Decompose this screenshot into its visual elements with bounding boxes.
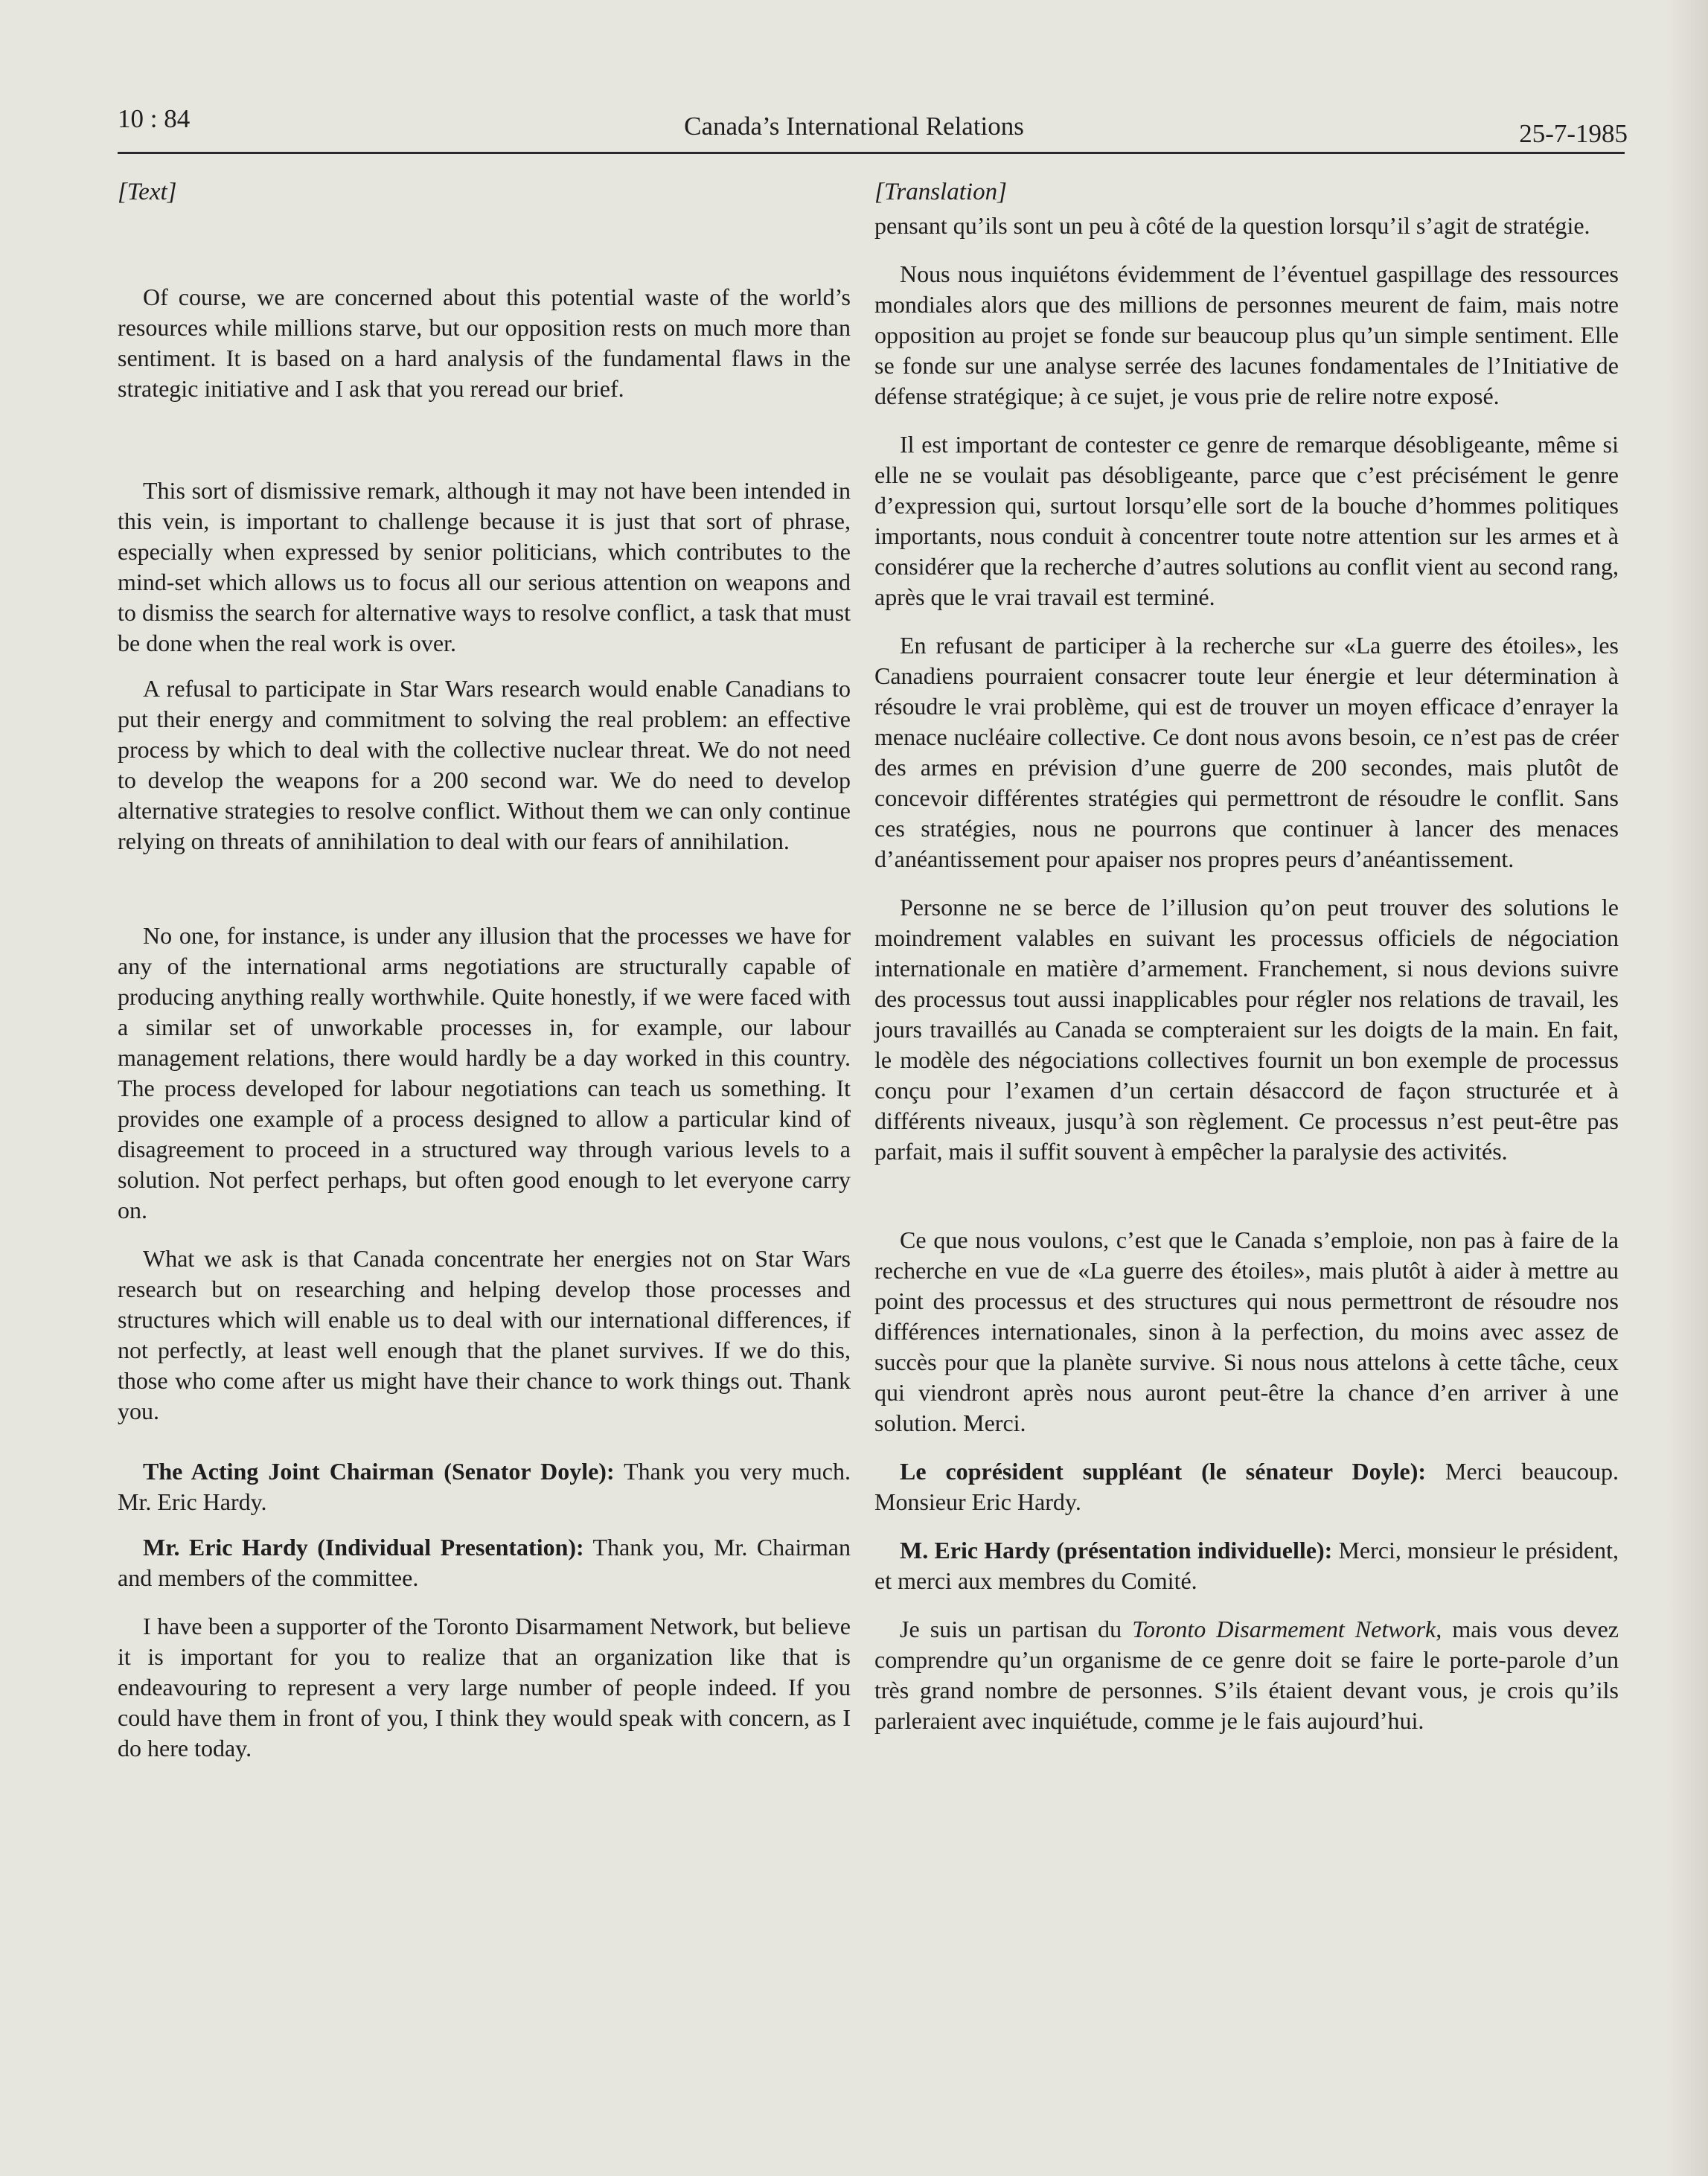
hardy-statement (874, 1535, 1619, 1596)
paragraph: I have been a supporter of the Toronto Disarmament Network, but believe it is important for you to realize that an organization like that is endeavouring to represent a very large number of people indeed. If you could have them in front of you, I think they would speak with concern, as I do here today. (118, 1613, 851, 1761)
paragraph: En refusant de participer à la recherche sur «La guerre des étoiles», les Canadiens pourraient consacrer toute leur énergie et leur détermination à résoudre le vrai problème, qui est de trouver un moyen efficace d’enrayer la menace nucléaire collective. Ce dont nous avons besoin, ce n’est pas de créer des armes en prévision d’une guerre de 200 secondes, mais plutôt de concevoir différentes stratégies qui permettront de résoudre le conflit. Sans ces stratégies, nous ne pourrons que continuer à lancer des menaces d’anéantissement pour apaiser nos propres peurs d’anéantissement. (874, 632, 1619, 872)
paragraph: A refusal to participate in Star Wars research would enable Canadians to put their energy and commitment to solving the real problem: an effective process by which to deal with the collective nuclear threat. We do not need to develop the weapons for a 200 second war. We do need to develop alternative strategies to resolve conflict. Without them we can only continue relying on threats of annihilation to deal with our fears of annihilation. (118, 675, 851, 854)
paragraph: What we ask is that Canada concentrate her energies not on Star Wars research but on researching and helping develop those processes and structures which will enable us to deal with our international differences, if not perfectly, at least well enough that the planet survives. If we do this, those who come after us might have their chance to work things out. Thank you. (118, 1245, 851, 1424)
speaker-name: Le coprésident suppléant (le sénateur Doyle): (900, 1458, 1427, 1485)
chairman-statement (874, 1456, 1619, 1517)
speech-text: Merci beaucoup. Monsieur Eric Hardy. (874, 1458, 1619, 1515)
header-rule (118, 152, 1625, 154)
page-number: 10 : 84 (118, 104, 191, 133)
column-label-text: [Text] (118, 179, 177, 205)
english-column (118, 177, 851, 1764)
french-column (874, 177, 1619, 1736)
paragraph: Of course, we are concerned about this potential waste of the world’s resources while millions starve, but our opposition rests on much more than sentiment. It is based on a hard analysis of the fundamental flaws in the strategic initiative and I ask that you reread our brief. (118, 284, 851, 402)
issue-date: 25-7-1985 (1519, 119, 1628, 148)
paragraph: Ce que nous voulons, c’est que le Canada s’emploie, non pas à faire de la recherche en vue de «La guerre des étoiles», mais plutôt à aider à mettre au point des processus et des structures qui nous permettront de résoudre nos différences internationales, sinon à la perfection, du moins avec assez de succès pour que la planète survive. Si nous nous attelons à cette tâche, ceux qui viendront après nous auront peut-être la chance d’en arriver à une solution. Merci. (874, 1226, 1619, 1436)
speaker-name: The Acting Joint Chairman (Senator Doyle): (143, 1458, 615, 1485)
column-label-translation: [Translation] (874, 179, 1007, 205)
paragraph: Il est important de contester ce genre de remarque désobligeante, même si elle ne se voulait pas désobligeante, parce que c’est précisément le genre d’expression qui, surtout lorsqu’elle sort de la bouche d’hommes politiques importants, nous conduit à concentrer toute notre attention sur les armes et à considérer que la recherche d’autres solutions au conflit vient au second rang, après que le vrai travail est terminé. (874, 431, 1619, 610)
paragraph: Nous nous inquiétons évidemment de l’éventuel gaspillage des ressources mondiales alors que des millions de personnes meurent de faim, mais notre opposition au projet se fonde sur beaucoup plus qu’un simple sentiment. Elle se fonde sur une analyse serrée des lacunes fondamentales de l’Initiative de défense stratégique; à ce sujet, je vous prie de relire notre exposé. (874, 260, 1619, 409)
paragraph: This sort of dismissive remark, although it may not have been intended in this vein, is important to challenge because it is just that sort of phrase, especially when expressed by senior politicians, which contributes to the mind-set which allows us to focus all our serious attention on weapons and to dismiss the search for alternative ways to resolve conflict, a task that must be done when the real work is over. (118, 477, 851, 656)
organization-name: Toronto Disarmement Network (1132, 1616, 1436, 1642)
paragraph: Personne ne se berce de l’illusion qu’on peut trouver des solutions le moindrement valables en suivant les processus officiels de négociation internationale en matière d’armement. Franchement, si nous devions suivre des processus tout aussi inapplicables pour régler nos relations de travail, les jours travaillés au Canada se compteraient sur les doigts de la main. En fait, le modèle des négociations collectives fournit un bon exemple de processus conçu pour l’examen d’un certain désaccord de façon structurée et à différents niveaux, jusqu’à son règlement. Ce processus n’est peut-être pas parfait, mais il suffit souvent à empêcher la paralysie des activités. (874, 894, 1619, 1165)
speaker-name: Mr. Eric Hardy (Individual Presentation): (143, 1534, 584, 1561)
running-title: Canada’s International Relations (684, 112, 1024, 141)
page-edge-shadow (1667, 0, 1708, 2176)
speech-text: Thank you very much. Mr. Eric Hardy. (118, 1458, 851, 1515)
paragraph: pensant qu’ils sont un peu à côté de la question lorsqu’il s’agit de stratégie. (874, 212, 1590, 239)
speech-text: , mais vous devez comprendre qu’un organisme de ce genre doit se faire le porte-parole d’un très grand nombre de personnes. S’ils étaient devant vous, je crois qu’ils parleraient avec inquiétude, comme je le fais aujourd’hui. (874, 1616, 1619, 1734)
hardy-statement (118, 1532, 851, 1593)
paragraph: No one, for instance, is under any illusion that the processes we have for any of the international arms negotiations are structurally capable of producing anything really worthwhile. Quite honestly, if we were faced with a similar set of unworkable processes in, for example, our labour management relations, there would hardly be a day worked in this country. The process developed for labour negotiations can teach us something. It provides one example of a process designed to allow a particular kind of disagreement to proceed in a structured way through various levels to a solution. Not perfect perhaps, but often good enough to let everyone carry on. (118, 922, 851, 1223)
speech-text: Je suis un partisan du (900, 1616, 1133, 1642)
speech-text: Merci, monsieur le président, et merci aux membres du Comité. (874, 1537, 1619, 1594)
paragraph (874, 1614, 1619, 1736)
speaker-name: M. Eric Hardy (présentation individuelle): (900, 1537, 1333, 1564)
chairman-statement (118, 1456, 851, 1517)
speech-text: Thank you, Mr. Chairman and members of the committee. (118, 1534, 851, 1591)
